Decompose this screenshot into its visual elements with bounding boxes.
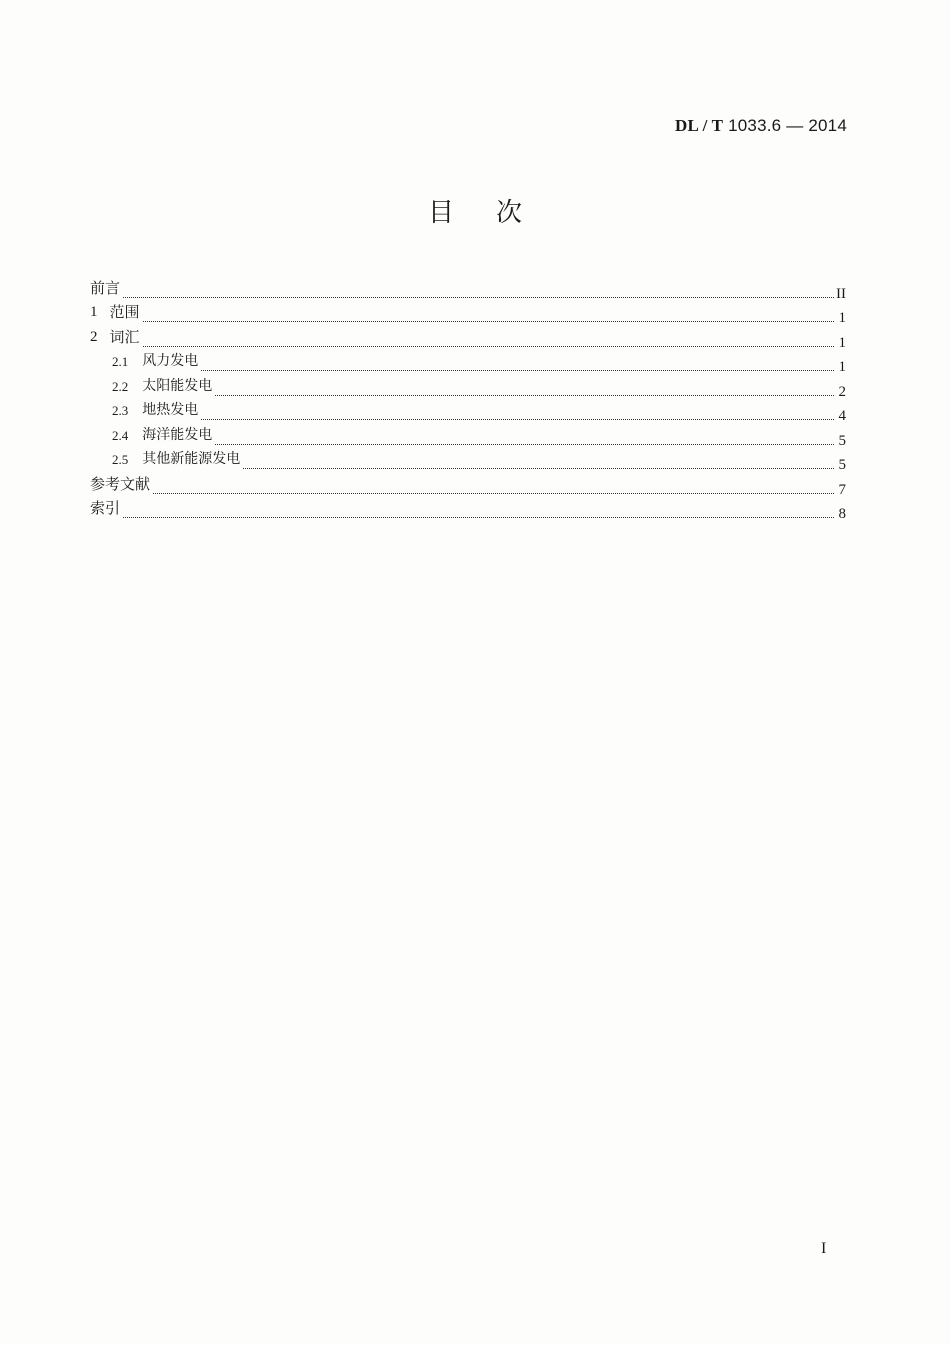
- toc-entry[interactable]: [90, 444, 846, 473]
- toc-entry[interactable]: [90, 419, 846, 449]
- standard-prefix: DL / T: [675, 116, 724, 135]
- toc-entry[interactable]: [90, 346, 846, 375]
- toc-entry-page: 8: [838, 506, 846, 522]
- toc-entry-page: 7: [838, 481, 846, 498]
- toc-entry[interactable]: [90, 370, 846, 400]
- toc-dot-leader: [201, 370, 834, 371]
- toc-entry-label: 风力发电: [142, 353, 199, 369]
- toc-entry-label: 海洋能发电: [142, 426, 213, 443]
- toc-entry-page: 5: [838, 457, 846, 473]
- toc-entry[interactable]: [90, 321, 846, 351]
- toc-entry-label: 前言: [90, 278, 121, 297]
- toc-entry-page: 1: [838, 310, 846, 326]
- toc-entry-label: 索引: [90, 499, 121, 517]
- page-number: I: [821, 1240, 827, 1257]
- toc-dot-leader: [243, 468, 834, 469]
- toc-entry-page: 1: [838, 334, 846, 351]
- toc-dot-leader: [143, 346, 834, 347]
- toc-entry-page: 4: [838, 408, 846, 424]
- toc-entry-label: 太阳能发电: [142, 377, 213, 394]
- toc-entry[interactable]: [90, 468, 846, 498]
- toc-entry-label: 范围: [109, 303, 140, 321]
- toc-entry[interactable]: [90, 297, 846, 326]
- toc-entry-page: 5: [838, 432, 846, 449]
- toc-entry-number: 2.3: [112, 403, 129, 418]
- toc-entry-number: 1: [90, 304, 98, 320]
- toc-entry-label: 词汇: [109, 327, 140, 346]
- toc-title: 目次: [427, 198, 564, 228]
- toc-entry-page: 1: [838, 359, 846, 375]
- toc-dot-leader: [215, 444, 834, 445]
- toc-entry[interactable]: [90, 272, 846, 302]
- toc-entry-page: 2: [838, 383, 846, 400]
- toc-dot-leader: [123, 297, 834, 298]
- table-of-contents: [90, 272, 846, 522]
- toc-entry[interactable]: [90, 493, 846, 522]
- standard-code: [675, 116, 847, 136]
- toc-entry[interactable]: [90, 395, 846, 424]
- toc-entry-number: 2.2: [112, 378, 129, 394]
- standard-number: 1033.6 — 2014: [728, 116, 847, 135]
- toc-dot-leader: [143, 321, 834, 322]
- toc-entry-number: 2.1: [112, 354, 129, 369]
- toc-entry-number: 2.5: [112, 452, 129, 467]
- toc-dot-leader: [153, 493, 834, 494]
- toc-entry-number: 2: [90, 328, 98, 345]
- toc-entry-label: 其他新能源发电: [142, 451, 241, 467]
- toc-entry-label: 地热发电: [142, 402, 199, 418]
- toc-entry-number: 2.4: [112, 427, 129, 443]
- toc-entry-label: 参考文献: [90, 474, 151, 493]
- toc-entry-page: II: [836, 285, 846, 302]
- toc-dot-leader: [215, 395, 834, 396]
- toc-dot-leader: [123, 517, 834, 518]
- toc-dot-leader: [201, 419, 834, 420]
